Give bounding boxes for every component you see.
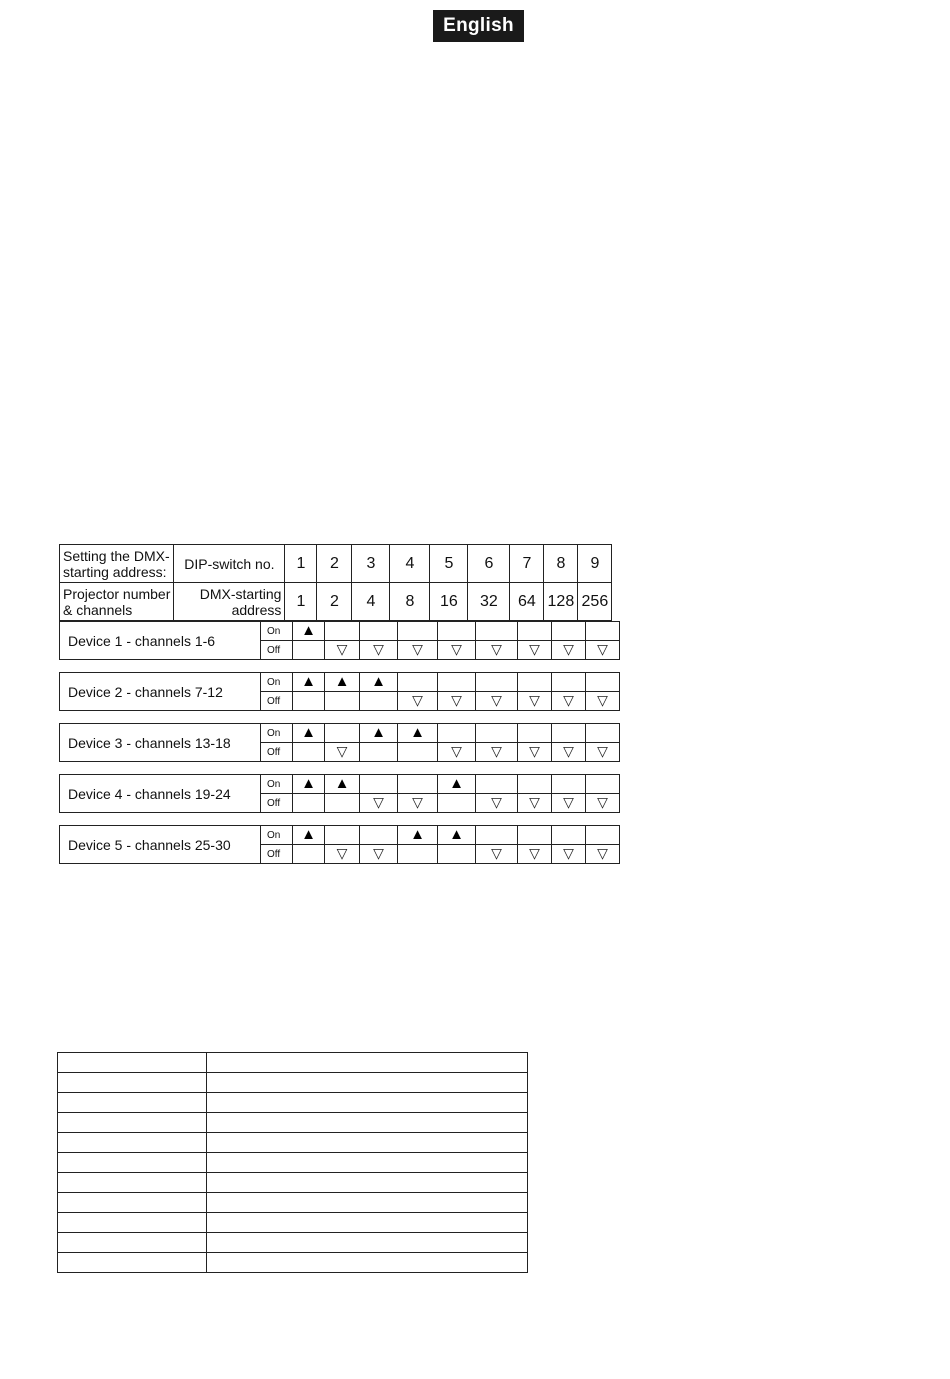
switch-cell (438, 673, 476, 692)
off-label: Off (261, 794, 293, 813)
switch-off-icon: ▽ (529, 743, 540, 759)
switch-cell (476, 724, 518, 743)
blank-cell (58, 1133, 207, 1153)
switch-cell (518, 794, 552, 813)
blank-cell (207, 1193, 528, 1213)
blank-row (58, 1233, 528, 1253)
switch-off-icon: ▽ (491, 641, 502, 657)
switch-cell (518, 845, 552, 864)
blank-cell (58, 1173, 207, 1193)
dip-switch-number: 7 (510, 545, 544, 583)
switch-cell (438, 775, 476, 794)
switch-cell (325, 692, 360, 711)
switch-cell (518, 692, 552, 711)
switch-off-icon: ▽ (491, 692, 502, 708)
switch-cell (518, 826, 552, 845)
dip-switch-number: 6 (468, 545, 510, 583)
switch-on-icon: ▲ (334, 673, 350, 690)
dip-switch-no-label: DIP-switch no. (174, 545, 285, 583)
switch-off-icon: ▽ (597, 845, 608, 861)
switch-cell (586, 794, 620, 813)
blank-row (58, 1253, 528, 1273)
switch-cell (438, 743, 476, 762)
blank-row (58, 1133, 528, 1153)
blank-cell (207, 1173, 528, 1193)
blank-cell (207, 1093, 528, 1113)
switch-on-icon: ▲ (301, 724, 316, 741)
switch-cell (586, 622, 620, 641)
switch-off-icon: ▽ (563, 794, 574, 810)
switch-cell (360, 775, 398, 794)
switch-cell (398, 845, 438, 864)
off-label: Off (261, 641, 293, 660)
switch-off-icon: ▽ (597, 794, 608, 810)
switch-cell (293, 673, 325, 692)
switch-cell (586, 724, 620, 743)
switch-off-icon: ▽ (529, 692, 540, 708)
dip-header-table (59, 544, 612, 621)
switch-cell (360, 692, 398, 711)
blank-cell (207, 1133, 528, 1153)
dip-switch-number: 9 (578, 545, 612, 583)
switch-cell (586, 743, 620, 762)
blank-cell (58, 1153, 207, 1173)
switch-cell (476, 673, 518, 692)
dip-switch-number: 1 (285, 545, 317, 583)
switch-cell (476, 641, 518, 660)
switch-on-icon: ▲ (410, 826, 425, 843)
switch-cell (552, 794, 586, 813)
switch-cell (518, 775, 552, 794)
switch-cell (438, 724, 476, 743)
switch-cell (586, 692, 620, 711)
on-label: On (261, 826, 293, 845)
switch-cell (398, 641, 438, 660)
switch-cell (438, 641, 476, 660)
dmx-value: 128 (544, 583, 578, 621)
switch-off-icon: ▽ (451, 692, 462, 708)
dmx-starting-address-label: DMX-starting address (174, 583, 285, 621)
device-row-2 (59, 672, 620, 711)
device-name: Device 1 - channels 1-6 (60, 622, 261, 660)
switch-cell (398, 622, 438, 641)
dmx-value: 8 (390, 583, 430, 621)
switch-off-icon: ▽ (373, 794, 384, 810)
switch-cell (476, 794, 518, 813)
blank-cell (58, 1113, 207, 1133)
switch-cell (293, 622, 325, 641)
switch-cell (552, 775, 586, 794)
blank-cell (58, 1193, 207, 1213)
switch-off-icon: ▽ (563, 641, 574, 657)
switch-on-icon: ▲ (371, 673, 386, 690)
switch-off-icon: ▽ (373, 641, 384, 657)
switch-off-icon: ▽ (412, 641, 423, 657)
projector-number-label: Projector number & channels (60, 583, 174, 621)
switch-cell (518, 641, 552, 660)
switch-off-icon: ▽ (412, 794, 423, 810)
switch-cell (476, 622, 518, 641)
switch-cell (438, 826, 476, 845)
switch-cell (476, 826, 518, 845)
switch-cell (586, 641, 620, 660)
switch-cell (518, 673, 552, 692)
switch-cell (476, 692, 518, 711)
switch-cell (325, 743, 360, 762)
switch-cell (518, 622, 552, 641)
blank-row (58, 1173, 528, 1193)
switch-off-icon: ▽ (491, 743, 502, 759)
switch-cell (476, 743, 518, 762)
on-label: On (261, 673, 293, 692)
switch-cell (552, 724, 586, 743)
switch-cell (438, 794, 476, 813)
dip-switch-number: 3 (352, 545, 390, 583)
switch-cell (325, 794, 360, 813)
off-label: Off (261, 845, 293, 864)
switch-on-icon: ▲ (410, 724, 425, 741)
switch-cell (360, 794, 398, 813)
switch-cell (398, 775, 438, 794)
switch-cell (325, 724, 360, 743)
blank-row (58, 1113, 528, 1133)
blank-row (58, 1093, 528, 1113)
switch-cell (552, 622, 586, 641)
switch-cell (325, 775, 360, 794)
blank-cell (58, 1073, 207, 1093)
switch-off-icon: ▽ (336, 743, 348, 759)
device-name: Device 5 - channels 25-30 (60, 826, 261, 864)
switch-off-icon: ▽ (336, 845, 348, 861)
switch-off-icon: ▽ (529, 794, 540, 810)
switch-cell (360, 743, 398, 762)
blank-row (58, 1053, 528, 1073)
dip-switch-number: 5 (430, 545, 468, 583)
switch-cell (360, 845, 398, 864)
blank-row (58, 1153, 528, 1173)
switch-on-icon: ▲ (301, 673, 316, 690)
blank-cell (207, 1113, 528, 1133)
on-label: On (261, 775, 293, 794)
switch-cell (518, 724, 552, 743)
switch-cell (398, 724, 438, 743)
switch-off-icon: ▽ (563, 692, 574, 708)
switch-cell (360, 622, 398, 641)
switch-cell (293, 775, 325, 794)
switch-cell (476, 775, 518, 794)
switch-cell (476, 845, 518, 864)
blank-row (58, 1213, 528, 1233)
switch-cell (438, 692, 476, 711)
switch-cell (586, 673, 620, 692)
switch-cell (586, 826, 620, 845)
switch-cell (398, 826, 438, 845)
dmx-value: 2 (317, 583, 352, 621)
switch-off-icon: ▽ (529, 845, 540, 861)
dip-switch-number-row (60, 545, 612, 583)
language-badge: English (433, 10, 524, 42)
switch-on-icon: ▲ (449, 775, 464, 792)
blank-row (58, 1193, 528, 1213)
blank-table (57, 1052, 528, 1273)
off-label: Off (261, 743, 293, 762)
switch-cell (398, 743, 438, 762)
switch-cell (325, 845, 360, 864)
switch-cell (398, 692, 438, 711)
switch-cell (293, 641, 325, 660)
switch-off-icon: ▽ (491, 845, 502, 861)
blank-cell (207, 1073, 528, 1093)
dmx-value: 4 (352, 583, 390, 621)
device-settings (59, 621, 620, 864)
switch-cell (360, 724, 398, 743)
switch-cell (325, 641, 360, 660)
switch-cell (325, 673, 360, 692)
switch-off-icon: ▽ (529, 641, 540, 657)
switch-cell (325, 622, 360, 641)
switch-cell (438, 845, 476, 864)
switch-cell (360, 673, 398, 692)
switch-cell (293, 692, 325, 711)
blank-row (58, 1073, 528, 1093)
switch-off-icon: ▽ (336, 641, 348, 657)
switch-cell (552, 673, 586, 692)
switch-cell (293, 845, 325, 864)
switch-cell (518, 743, 552, 762)
switch-cell (398, 794, 438, 813)
switch-cell (552, 641, 586, 660)
blank-cell (207, 1253, 528, 1273)
blank-cell (58, 1233, 207, 1253)
switch-off-icon: ▽ (597, 641, 608, 657)
switch-off-icon: ▽ (563, 845, 574, 861)
dmx-value: 32 (468, 583, 510, 621)
device-row-1 (59, 621, 620, 660)
switch-cell (586, 845, 620, 864)
dip-switch-number: 8 (544, 545, 578, 583)
switch-cell (293, 743, 325, 762)
switch-off-icon: ▽ (597, 692, 608, 708)
device-row-4 (59, 774, 620, 813)
blank-cell (58, 1093, 207, 1113)
switch-cell (360, 826, 398, 845)
blank-cell (207, 1053, 528, 1073)
switch-cell (586, 775, 620, 794)
switch-off-icon: ▽ (491, 794, 502, 810)
device-name: Device 3 - channels 13-18 (60, 724, 261, 762)
setting-address-label: Setting the DMX- starting address: (60, 545, 174, 583)
device-row-5 (59, 825, 620, 864)
device-row-3 (59, 723, 620, 762)
dmx-value-row (60, 583, 612, 621)
device-name: Device 4 - channels 19-24 (60, 775, 261, 813)
switch-on-icon: ▲ (449, 826, 464, 843)
switch-cell (293, 794, 325, 813)
switch-on-icon: ▲ (301, 775, 316, 792)
switch-cell (325, 826, 360, 845)
switch-cell (293, 826, 325, 845)
switch-cell (552, 826, 586, 845)
blank-cell (58, 1213, 207, 1233)
switch-cell (552, 692, 586, 711)
blank-cell (58, 1053, 207, 1073)
switch-cell (552, 743, 586, 762)
dip-switch-table (59, 544, 620, 864)
switch-cell (552, 845, 586, 864)
switch-on-icon: ▲ (334, 775, 350, 792)
switch-cell (398, 673, 438, 692)
switch-off-icon: ▽ (451, 743, 462, 759)
switch-on-icon: ▲ (371, 724, 386, 741)
device-name: Device 2 - channels 7-12 (60, 673, 261, 711)
switch-off-icon: ▽ (373, 845, 384, 861)
switch-cell (293, 724, 325, 743)
dmx-value: 64 (510, 583, 544, 621)
blank-cell (207, 1233, 528, 1253)
on-label: On (261, 724, 293, 743)
switch-off-icon: ▽ (412, 692, 423, 708)
blank-cell (207, 1213, 528, 1233)
switch-cell (438, 622, 476, 641)
dip-switch-number: 4 (390, 545, 430, 583)
switch-on-icon: ▲ (301, 826, 316, 843)
dip-switch-number: 2 (317, 545, 352, 583)
switch-on-icon: ▲ (301, 622, 316, 639)
switch-cell (360, 641, 398, 660)
switch-off-icon: ▽ (451, 641, 462, 657)
off-label: Off (261, 692, 293, 711)
on-label: On (261, 622, 293, 641)
blank-cell (58, 1253, 207, 1273)
dmx-value: 256 (578, 583, 612, 621)
blank-cell (207, 1153, 528, 1173)
switch-off-icon: ▽ (563, 743, 574, 759)
dmx-value: 1 (285, 583, 317, 621)
dmx-value: 16 (430, 583, 468, 621)
switch-off-icon: ▽ (597, 743, 608, 759)
